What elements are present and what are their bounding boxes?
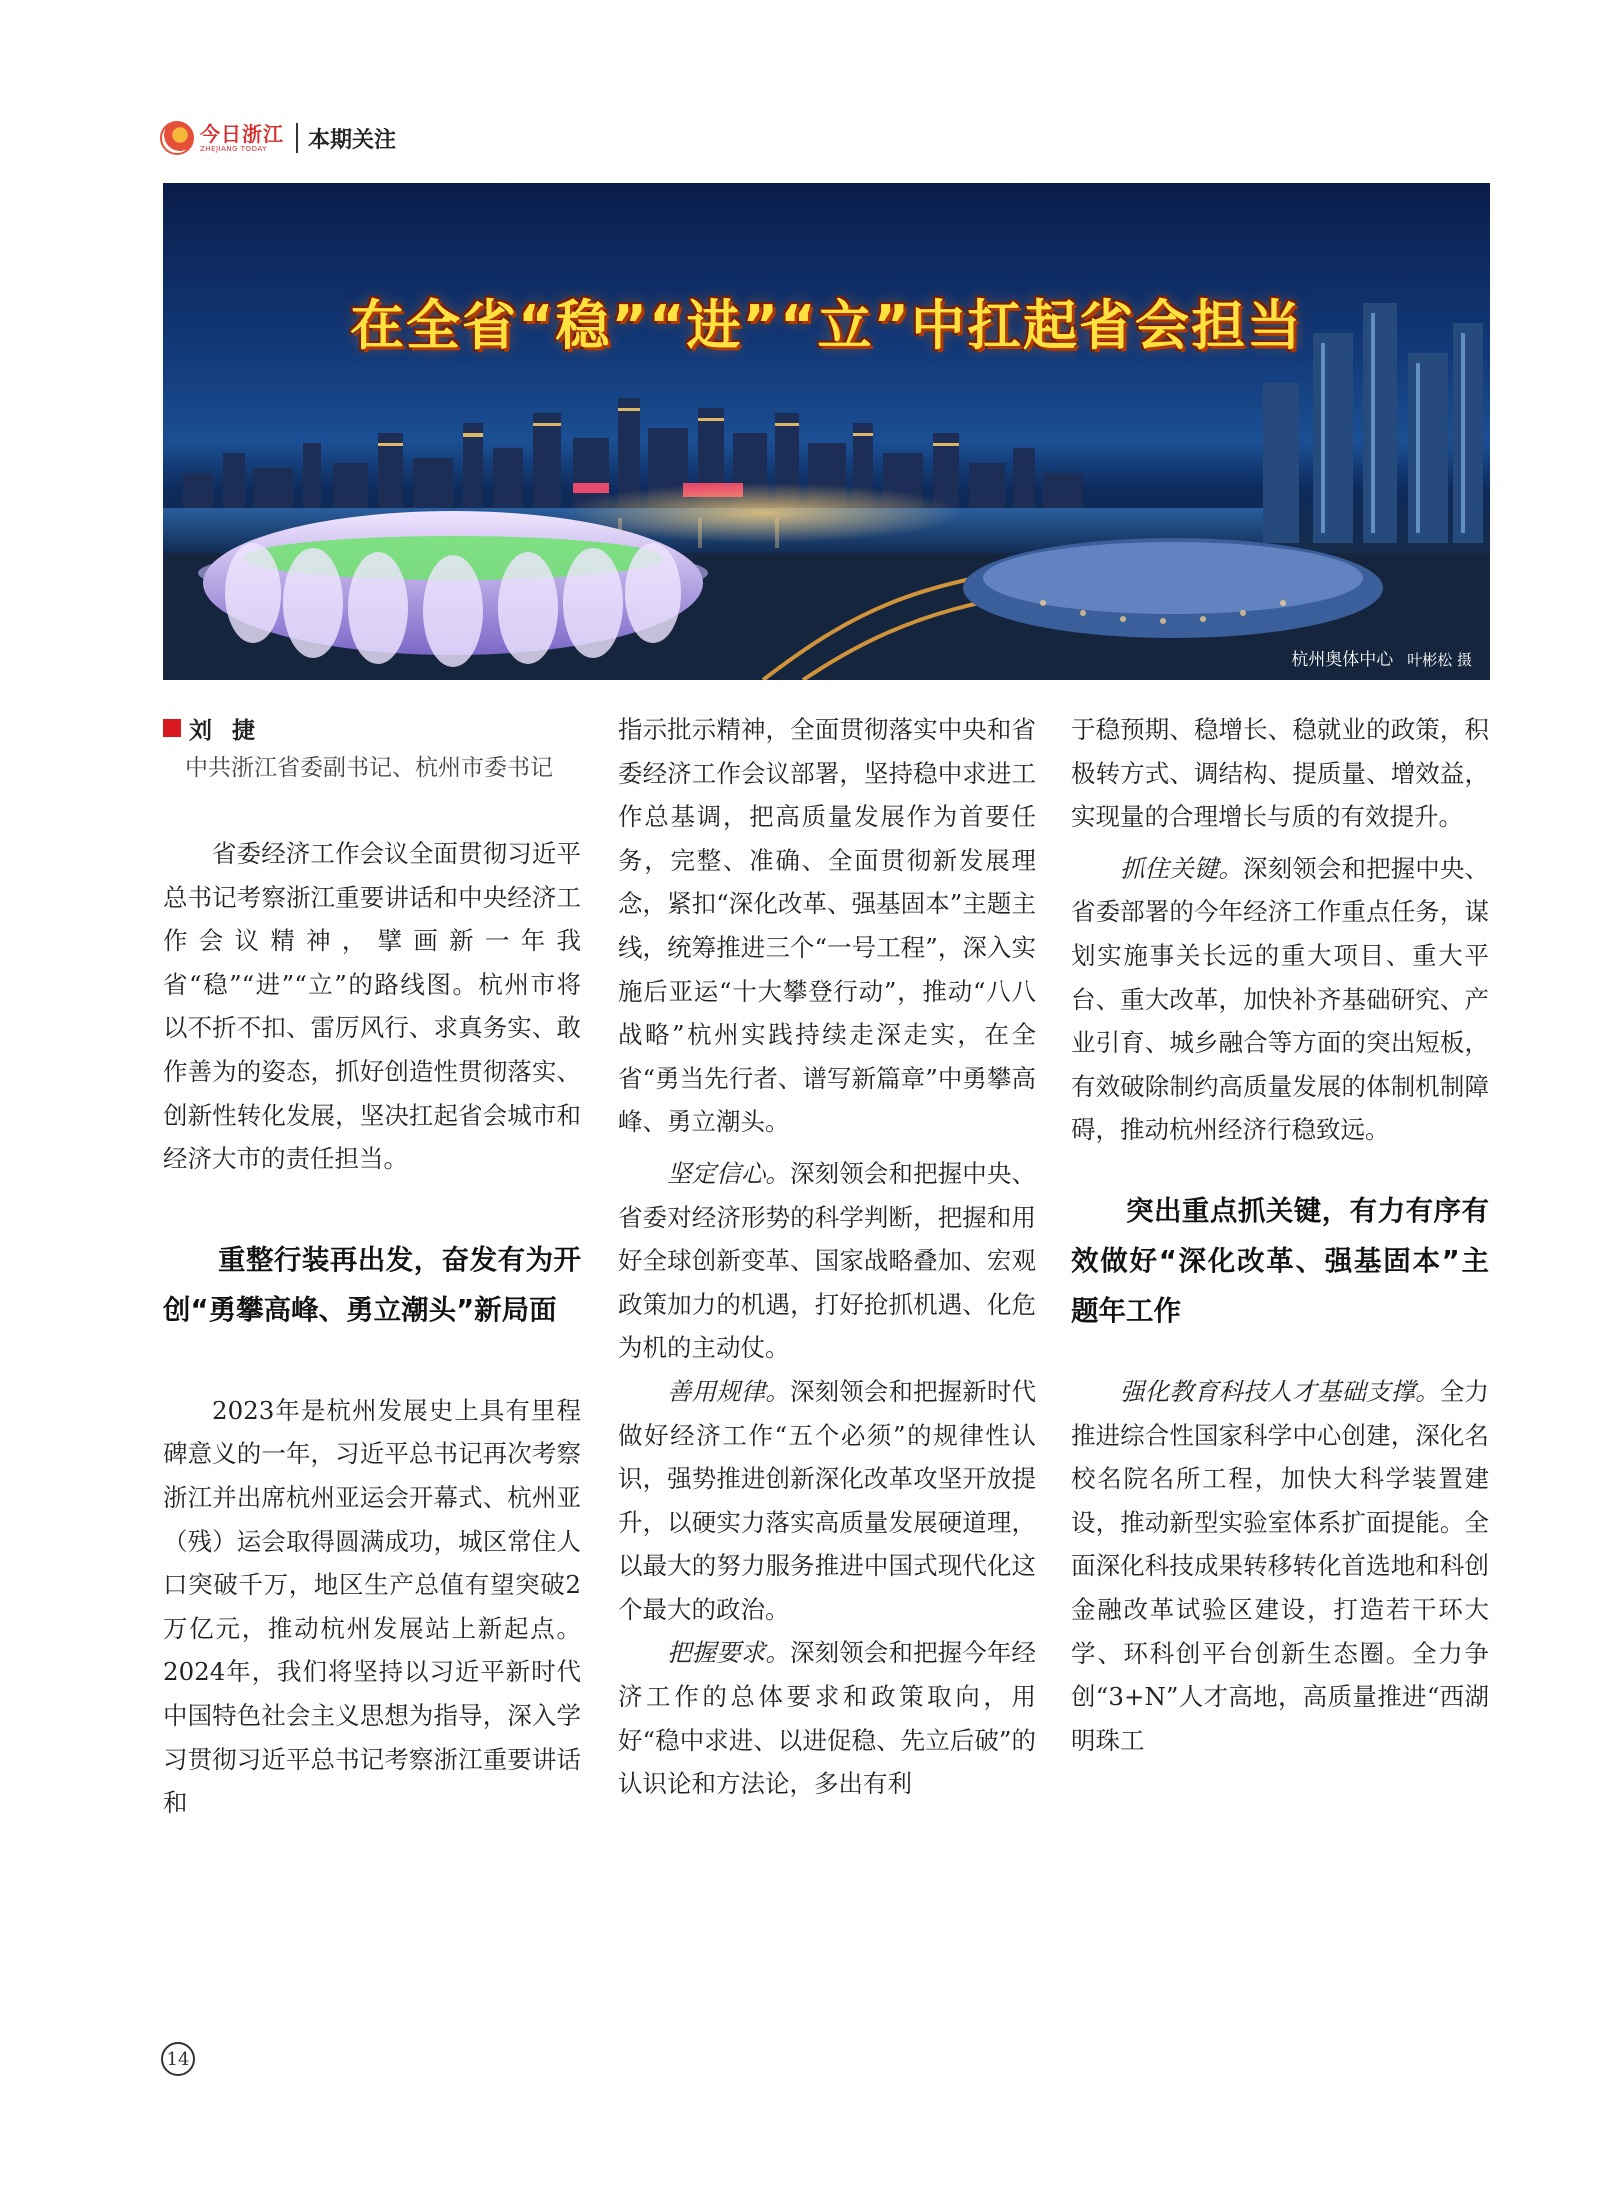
author-name: 刘 捷: [189, 717, 262, 744]
lead-requirements: 把握要求。: [667, 1638, 791, 1668]
banner-photo: [163, 183, 1490, 680]
paragraph-key-points: 抓住关键。深刻领会和把握中央、省委部署的今年经济工作重点任务，谋划实施事关长远的重大项目、重大平台、重大改革，加快补齐基础研究、产业引育、城乡融合等方面的突出短板，有效破除制约高质量发展的体制机制障碍，推动杭州经济行稳致远。: [1071, 853, 1490, 1145]
paragraph-education: 强化教育科技人才基础支撑。全力推进综合性国家科学中心创建，深化名校名院名所工程，加快大科学装置建设，推动新型实验室体系扩面提能。全面深化科技成果转移转化首选地和科创金融改革试验区建设，打造若干环大学、环科创平台创新生态圈。全力争创“3+N”人才高地，高质量推进“西湖明珠工: [1071, 1376, 1490, 1755]
page-number: 14: [161, 2042, 195, 2076]
logo-emblem-icon: [160, 121, 194, 155]
paragraph-2023-continued: 指示批示精神，全面贯彻落实中央和省委经济工作会议部署，坚持稳中求进工作总基调，把高质量发展作为首要任务，完整、准确、全面贯彻新发展理念，紧扣“深化改革、强基固本”主题主线，统筹推进三个“一号工程”，深入实施后亚运“十大攀登行动”，推动“八八战略”杭州实践持续走深走实，在全省“勇当先行者、谱写新篇章”中勇攀高峰、勇立潮头。: [618, 715, 1036, 1137]
magazine-logo: [160, 121, 284, 155]
paragraph-laws: 善用规律。深刻领会和把握新时代做好经济工作“五个必须”的规律性认识，强势推进创新深化改革攻坚开放提升，以硬实力落实高质量发展硬道理，以最大的努力服务推进中国式现代化这个最大的政治。: [618, 1376, 1037, 1624]
photo-caption: [1291, 645, 1472, 670]
article-column-2: [618, 708, 1036, 1806]
photo-caption-place: 杭州奥体中心: [1291, 650, 1394, 670]
paragraph-requirements: 把握要求。深刻领会和把握今年经济工作的总体要求和政策取向，用好“稳中求进、以进促稳、先立后破”的认识论和方法论，多出有利: [618, 1638, 1037, 1799]
section-title: 本期关注: [308, 127, 397, 153]
section-heading-2: 突出重点抓关键，有力有序有效做好“深化改革、强基固本”主题年工作: [1071, 1194, 1489, 1327]
author-line: [163, 708, 581, 748]
intro-paragraph: 省委经济工作会议全面贯彻习近平总书记考察浙江重要讲话和中央经济工作会议精神，擘画新一年我省“稳”“进”“立”的路线图。杭州市将以不折不扣、雷厉风行、求真务实、敢作善为的姿态，抓好创造性贯彻落实、创新性转化发展，坚决扛起省会城市和经济大市的责任担当。: [163, 839, 581, 1174]
paragraph-2023: 2023年是杭州发展史上具有里程碑意义的一年，习近平总书记再次考察浙江并出席杭州亚运会开幕式、杭州亚（残）运会取得圆满成功，城区常住人口突破千万，地区生产总值有望突破2万亿元，推动杭州发展站上新起点。2024年，我们将坚持以习近平新时代中国特色社会主义思想为指导，深入学习贯彻习近平总书记考察浙江重要讲话和: [163, 1395, 581, 1818]
article-column-1: [163, 708, 581, 1825]
lead-education: 强化教育科技人才基础支撑。: [1120, 1376, 1440, 1406]
photo-credit: 叶彬松 摄: [1407, 651, 1472, 669]
banner-headline: 在全省“稳”“进”“立”中扛起省会担当: [350, 294, 1303, 357]
city-night-photo: [163, 183, 1490, 680]
header-divider: [296, 123, 298, 153]
lead-laws: 善用规律。: [667, 1376, 791, 1406]
lead-confidence: 坚定信心。: [667, 1158, 791, 1188]
paragraph-confidence: 坚定信心。深刻领会和把握中央、省委对经济形势的科学判断，把握和用好全球创新变革、国家战略叠加、宏观政策加力的机遇，打好抢抓机遇、化危为机的主动仗。: [618, 1158, 1037, 1363]
lead-key-points: 抓住关键。: [1120, 853, 1244, 883]
author-title: 中共浙江省委副书记、杭州市委书记: [185, 755, 553, 781]
section-heading-1: 重整行装再出发，奋发有为开创“勇攀高峰、勇立潮头”新局面: [163, 1243, 581, 1326]
logo-english-text: ZHEJIANG TODAY: [200, 144, 267, 153]
paragraph-requirements-continued: 于稳预期、稳增长、稳就业的政策，积极转方式、调结构、提质量、增效益，实现量的合理增长与质的有效提升。: [1071, 715, 1489, 832]
article-column-3: [1071, 708, 1489, 1762]
author-marker-icon: [163, 719, 181, 737]
page-header: [160, 118, 396, 158]
logo-chinese-text: 今日浙江: [200, 121, 284, 146]
